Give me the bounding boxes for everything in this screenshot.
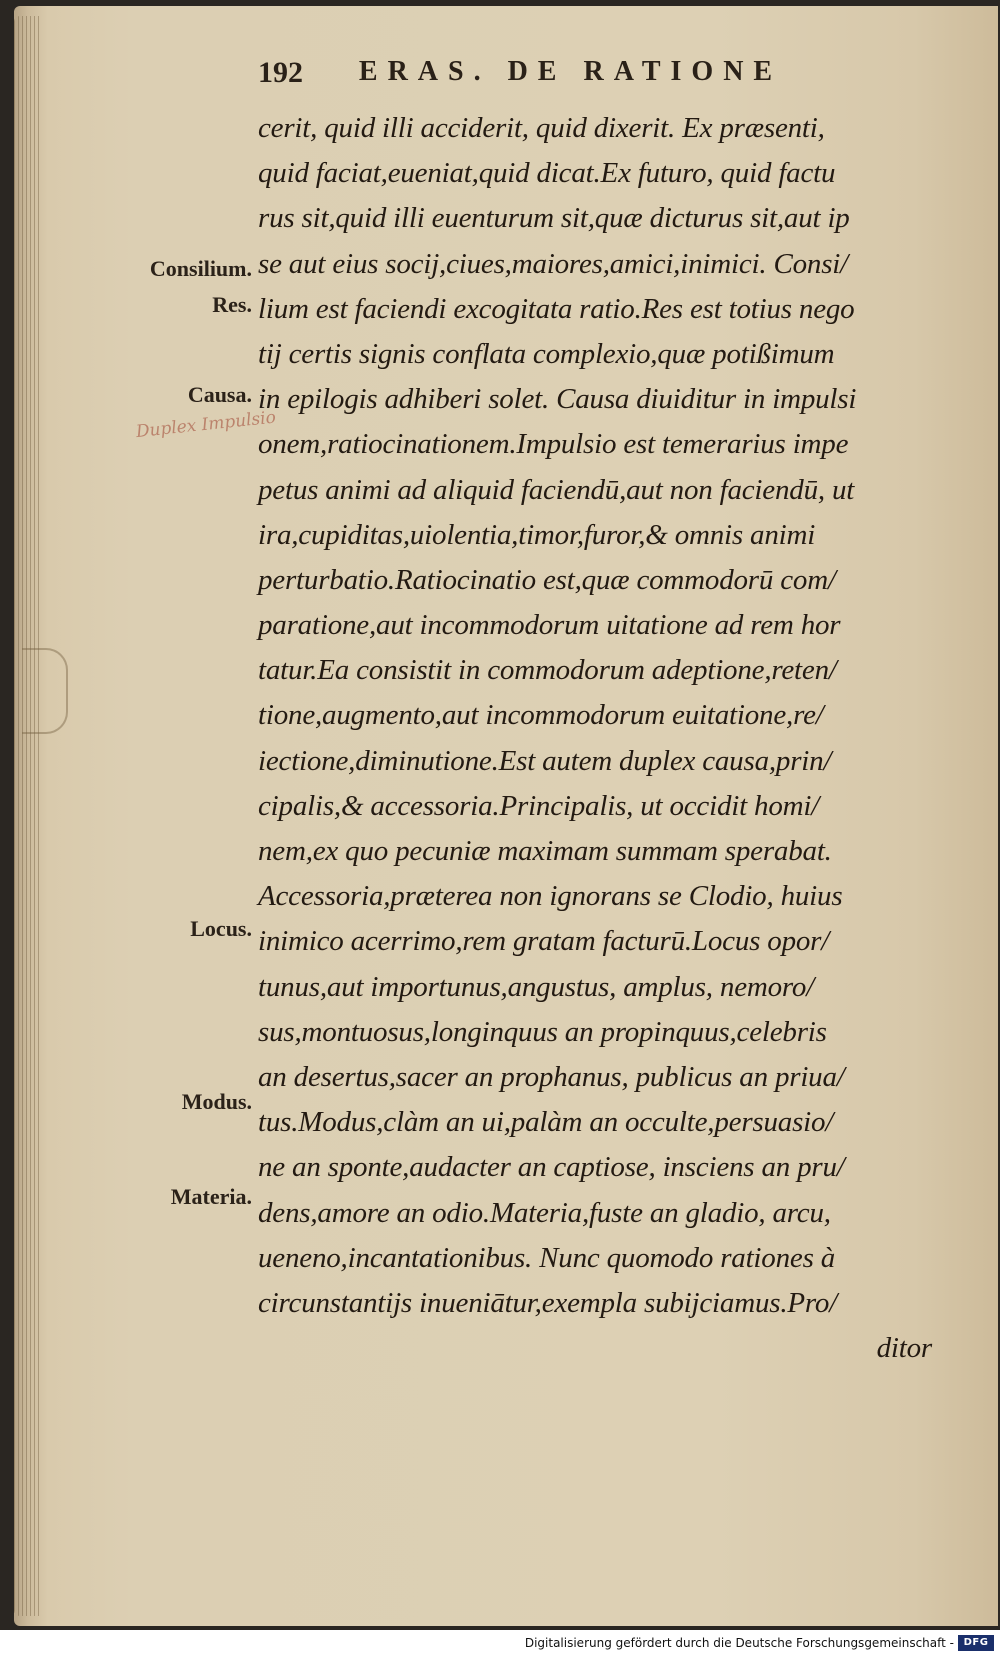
text-line: quid faciat,eueniat,quid dicat.Ex futuro, quid factu [258,157,836,190]
text-line: sus,montuosus,longinquus an propinquus,celebris [258,1015,827,1048]
text-line: paratione,aut incommodorum uitatione ad rem hor [258,609,841,642]
running-title: ERAS. DE RATIONE [358,56,783,87]
text-line: circunstantijs inueniātur,exempla subijciamus.Pro/ [258,1286,838,1319]
page-edges [14,16,40,1616]
text-line: ne an sponte,audacter an captiose, insciens an pru/ [258,1151,845,1184]
text-line: iectione,diminutione.Est autem duplex causa,prin/ [258,744,832,777]
margin-note-modus: Modus. [181,1089,252,1114]
margin-note-causa: Causa. [187,382,252,407]
running-head [258,56,878,90]
text-line: inimico acerrimo,rem gratam facturū.Locus opor/ [258,925,830,958]
text-line: Accessoria,præterea non ignorans se Clodio, huius [258,880,843,913]
text-line: tunus,aut importunus,angustus, amplus, nemoro/ [258,970,815,1003]
text-line: perturbatio.Ratiocinatio est,quæ commodorū com/ [258,563,836,596]
margin-note-locus: Locus. [190,916,252,941]
text-line: tij certis signis conflata complexio,quæ potißimum [258,337,835,370]
text-line: lium est faciendi excogitata ratio.Res est totius nego [258,292,855,325]
clip-mark [22,648,68,734]
text-line: onem,ratiocinationem.Impulsio est temerarius impe [258,428,849,461]
text-line: dens,amore an odio.Materia,fuste an gladio, arcu, [258,1196,831,1229]
margin-note-materia: Materia. [170,1184,252,1209]
handwritten-annotation [106,407,277,472]
text-line: in epilogis adhiberi solet. Causa diuiditur in impulsi [258,383,857,416]
body-text [258,106,938,1371]
text-line: cipalis,& accessoria.Principalis, ut occidit homi/ [258,789,820,822]
folio-number: 192 [258,56,303,89]
text-line: cerit, quid illi acciderit, quid dixerit. Ex præsenti, [258,112,825,144]
handwritten-annotation-text: Duplex Impulsio [135,407,277,443]
margin-note-consilium: Consilium. [149,256,252,281]
text-line: an desertus,sacer an prophanus, publicus an priua/ [258,1060,845,1093]
text-line: ueneno,incantationibus. Nunc quomodo rationes à [258,1241,836,1274]
text-line: rus sit,quid illi euenturum sit,quæ dicturus sit,aut ip [258,202,850,235]
text-line: tione,augmento,aut incommodorum euitatione,re/ [258,699,824,732]
dfg-logo: DFG [958,1635,994,1651]
digitization-credit: Digitalisierung gefördert durch die Deutsche Forschungsgemeinschaft - [524,1636,954,1650]
catchword: ditor [876,1332,932,1365]
text-line: se aut eius socij,ciues,maiores,amici,inimici. Consi/ [258,247,849,280]
margin-note-res: Res. [212,292,252,317]
text-line: petus animi ad aliquid faciendū,aut non faciendū, ut [258,473,855,506]
text-line: ira,cupiditas,uiolentia,timor,furor,& omnis animi [258,518,816,551]
text-line: nem,ex quo pecuniæ maximam summam sperabat. [258,835,832,867]
text-line: tatur.Ea consistit in commodorum adeptione,reten/ [258,654,837,687]
text-line: tus.Modus,clàm an ui,palàm an occulte,persuasio/ [258,1106,834,1139]
